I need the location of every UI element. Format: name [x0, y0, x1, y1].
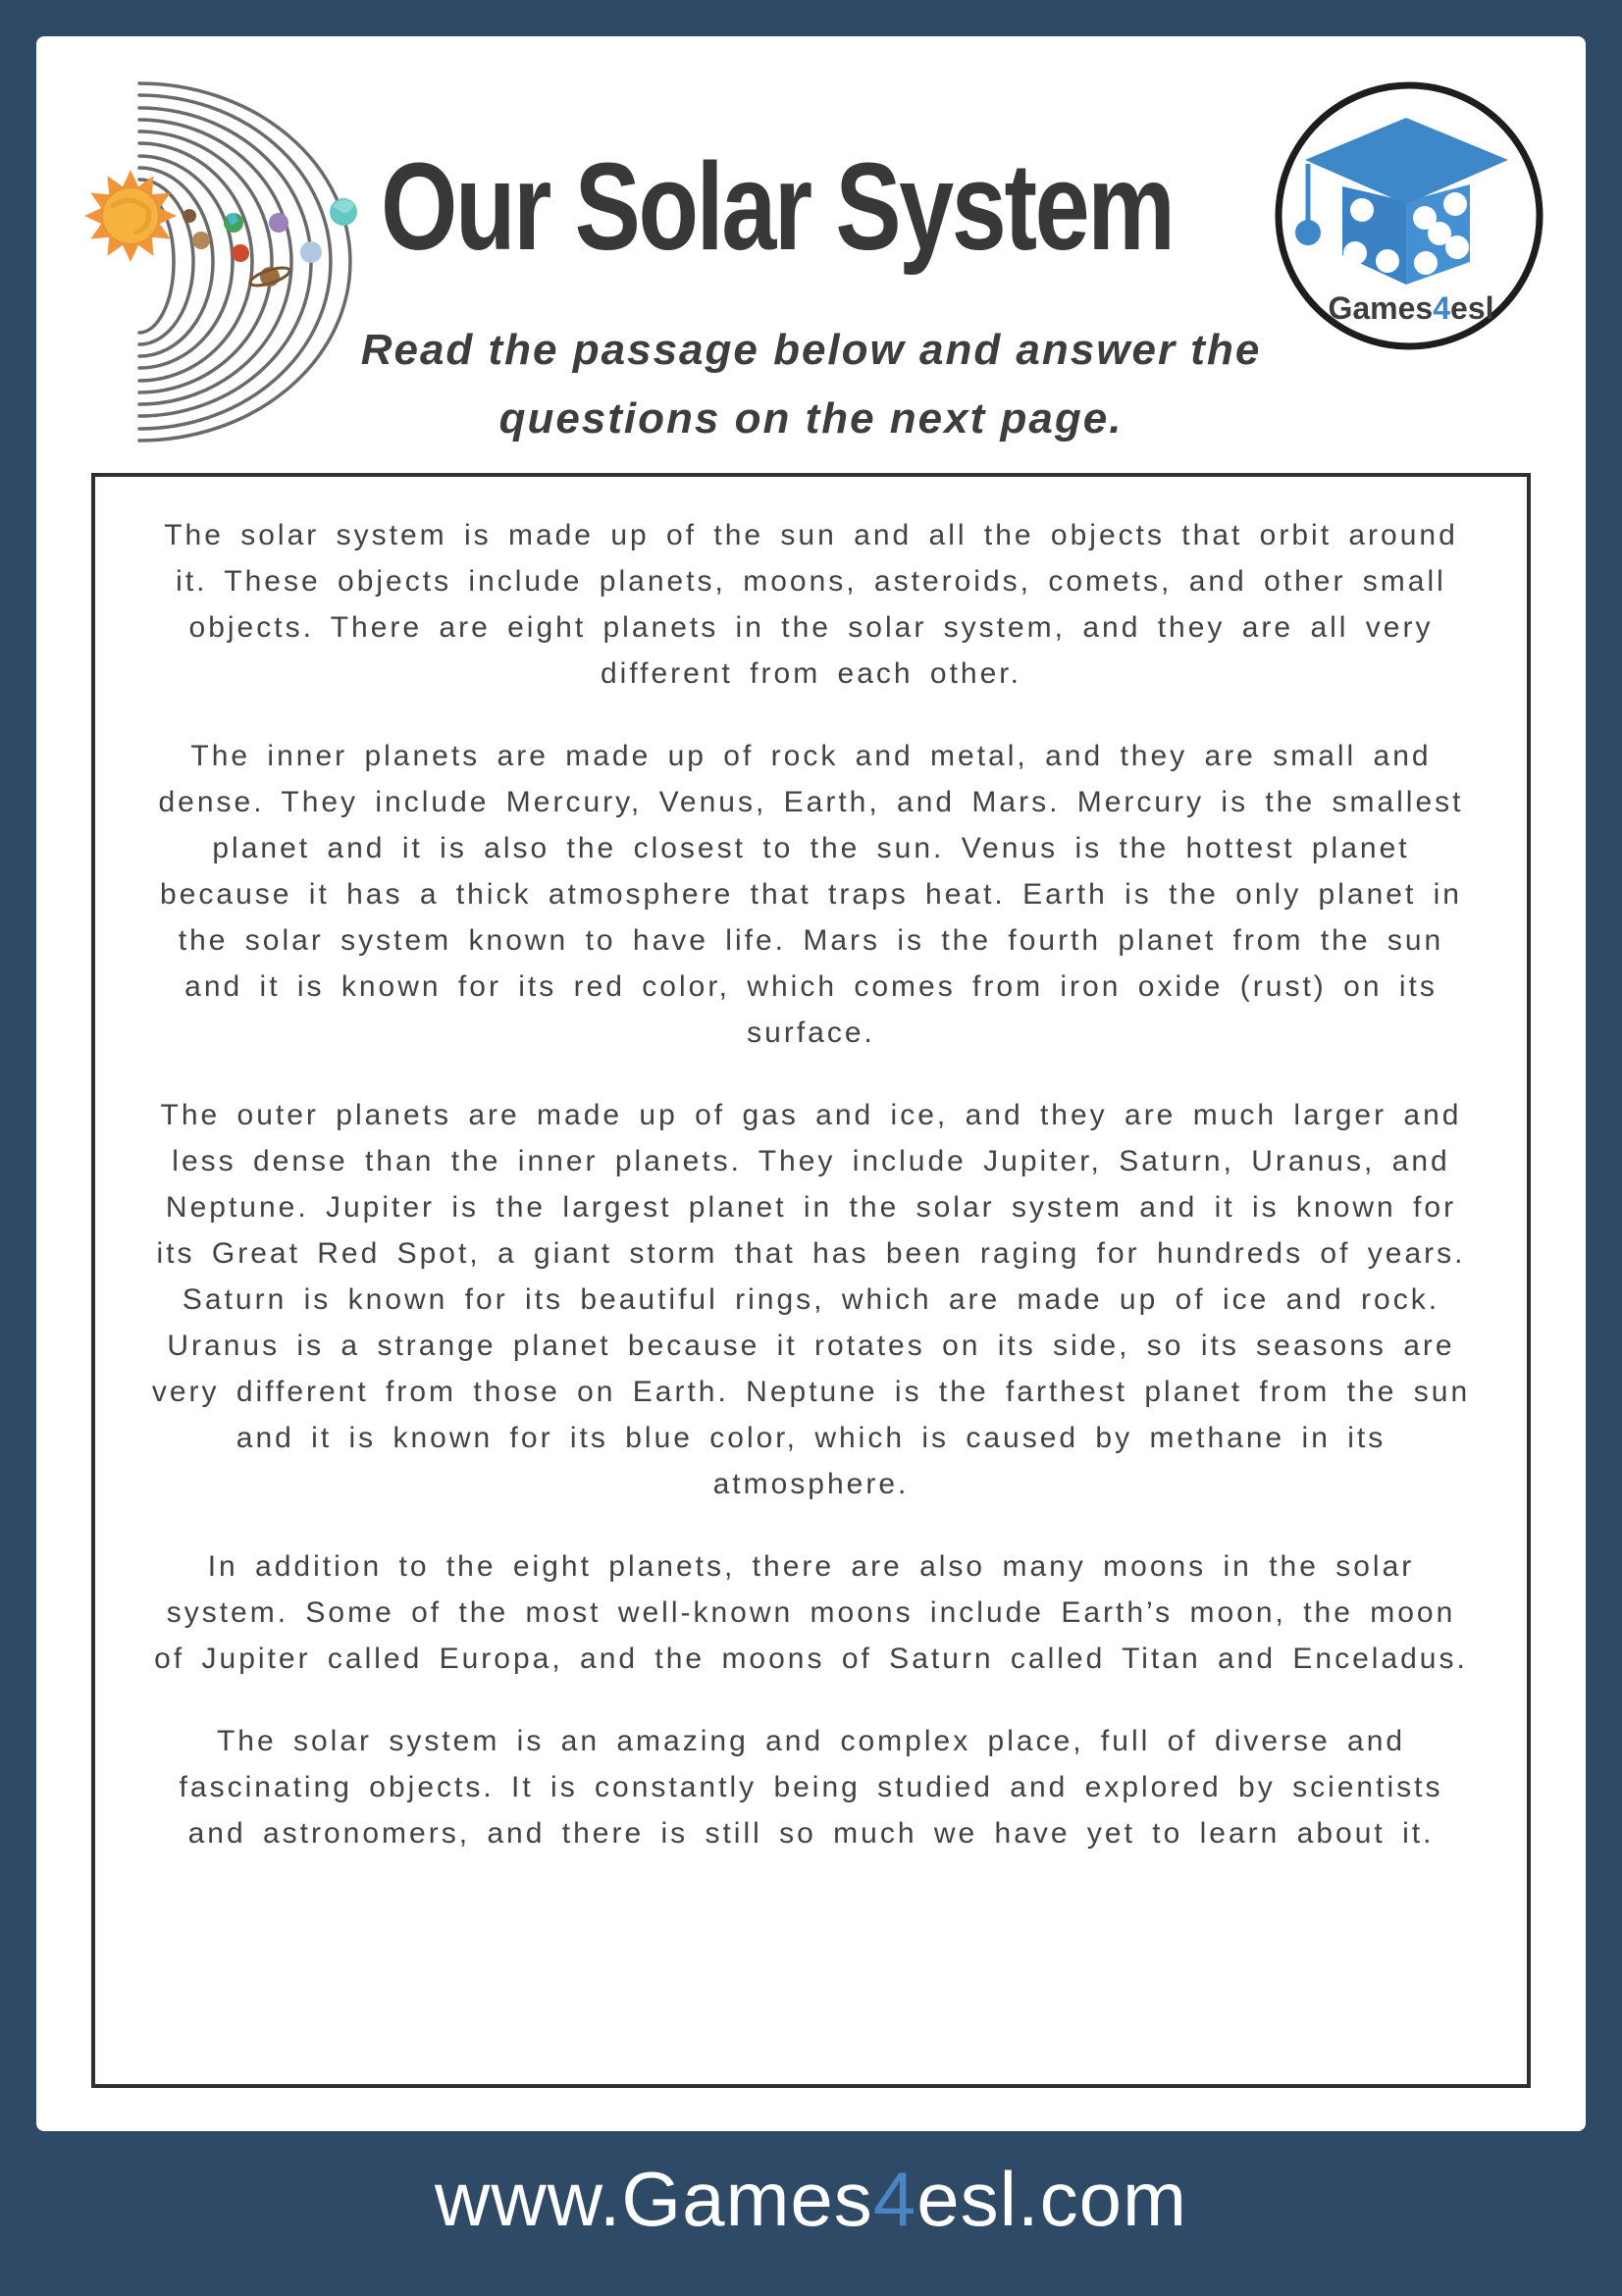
passage-paragraph-2: The inner planets are made up of rock and metal, and they are small and dense. They include Mercury, Venus, Earth, and Mars. Mercury is the smallest planet and it is also the closest to the sun. Venus is the hottest planet because it has a thick atmosphere that traps heat. Earth is the only planet in the solar system known to have life. Mars is the fourth planet from the sun and it is known for its red color, which comes from iron oxide (rust) on its surface. — [158, 740, 1464, 1049]
footer-url-prefix: www.Games — [435, 2156, 873, 2242]
passage-paragraph-1: The solar system is made up of the sun and all the objects that orbit around it. These objects include planets, moons, asteroids, comets, and other small objects. There are eight planets in the solar system, and they are all very different from each other. — [164, 519, 1458, 690]
page-title: Our Solar System — [381, 137, 1174, 276]
passage-box — [91, 473, 1531, 2088]
instructions-text: Read the passage below and answer the questions on the next page. — [360, 326, 1262, 443]
footer-url — [0, 2155, 1622, 2244]
passage-paragraph-3: The outer planets are made up of gas and ice, and they are much larger and less dense than the inner planets. They include Jupiter, Saturn, Uranus, and Neptune. Jupiter is the largest planet in the solar system and it is known for its Great Red Spot, a giant storm that has been raging for hundreds of years. Saturn is known for its beautiful rings, which are made up of ice and rock. Uranus is a strange planet because it rotates on its side, so its seasons are very different from those on Earth. Neptune is the farthest planet from the sun and it is known for its blue color, which is caused by methane in its atmosphere. — [151, 1099, 1471, 1500]
logo-text-suffix: esl — [1450, 290, 1494, 326]
passage-paragraph-4: In addition to the eight planets, there are also many moons in the solar system. Some of the most well-known moons include Earth’s moon, the moon of Jupiter called Europa, and the moons of Saturn called Titan and Enceladus. — [154, 1550, 1468, 1675]
footer-url-suffix: esl.com — [916, 2156, 1187, 2242]
sun-icon — [84, 170, 177, 262]
footer-url-four: 4 — [872, 2156, 917, 2242]
logo-text-four: 4 — [1433, 290, 1451, 326]
logo-text-prefix: Games — [1328, 290, 1434, 326]
passage-paragraph-5: The solar system is an amazing and complex place, full of diverse and fascinating objects. It is constantly being studied and explored by scientists and astronomers, and there is still so much we have yet to learn about it. — [179, 1725, 1443, 1850]
